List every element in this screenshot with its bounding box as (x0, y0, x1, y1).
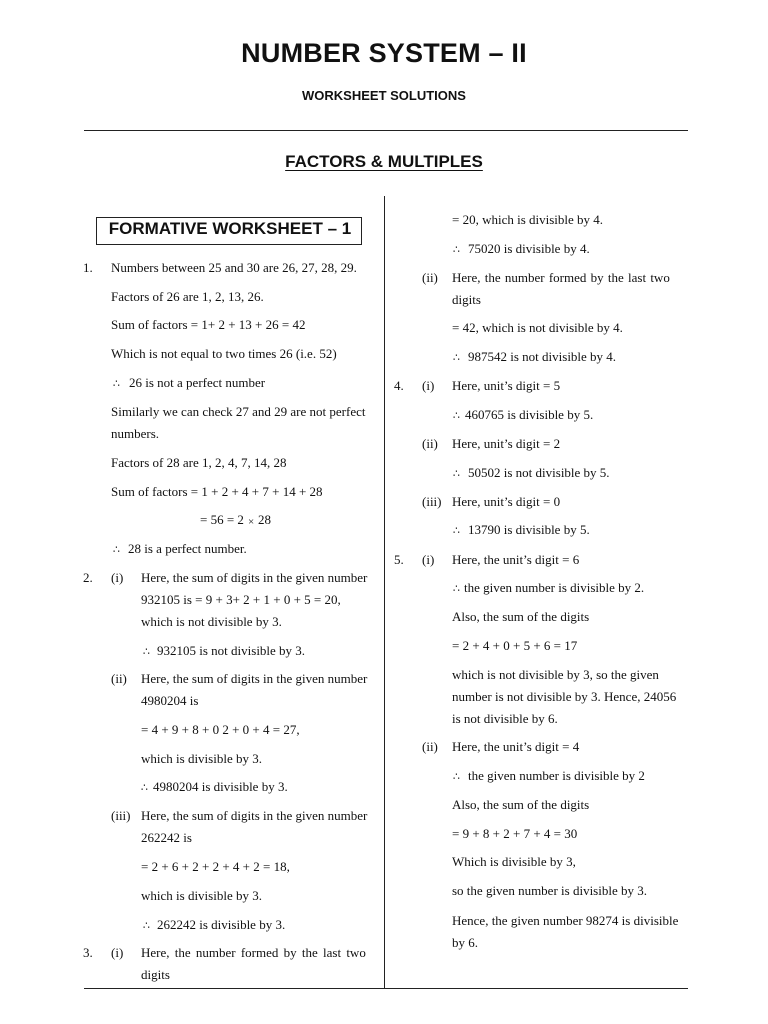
therefore-symbol: ∴ (141, 781, 148, 794)
question-number: 5. (394, 552, 404, 567)
text-line: Here, the sum of digits in the given number (141, 808, 368, 823)
text-line: 28 is a perfect number. (128, 541, 247, 556)
question-number: 2. (83, 570, 93, 585)
therefore-symbol: ∴ (143, 919, 150, 932)
text-line: = 2 + 4 + 0 + 5 + 6 = 17 (452, 638, 578, 653)
part-label: (i) (422, 552, 435, 567)
column-divider (384, 196, 385, 988)
part-label: (i) (111, 945, 124, 960)
text-line: Which is not equal to two times 26 (i.e. 52) (111, 346, 337, 361)
therefore-symbol: ∴ (453, 524, 460, 537)
text-line: is not divisible by 6. (452, 711, 558, 726)
text-line: = 2 + 6 + 2 + 2 + 4 + 2 = 18, (141, 859, 290, 874)
text-line: 262242 is (141, 830, 192, 845)
text-line: = 9 + 8 + 2 + 7 + 4 = 30 (452, 826, 578, 841)
therefore-symbol: ∴ (113, 543, 120, 556)
therefore-symbol: ∴ (453, 409, 460, 422)
text-line: Factors of 26 are 1, 2, 13, 26. (111, 289, 264, 304)
text-line: Also, the sum of the digits (452, 609, 590, 624)
text-line: which is divisible by 3. (141, 751, 262, 766)
top-divider (84, 130, 688, 131)
text-line: Numbers between 25 and 30 are 26, 27, 28, 29. (111, 260, 357, 275)
text-line: so the given number is divisible by 3. (452, 883, 647, 898)
text-line: 987542 is not divisible by 4. (468, 349, 617, 364)
text-line: = 42, which is not divisible by 4. (452, 320, 623, 335)
part-label: (ii) (422, 739, 438, 754)
text-line: = 4 + 9 + 8 + 0 2 + 0 + 4 = 27, (141, 722, 300, 737)
part-label: (ii) (422, 436, 438, 451)
text-line: numbers. (111, 426, 160, 441)
therefore-symbol: ∴ (113, 377, 120, 390)
text-line: 932105 is not divisible by 3. (157, 643, 306, 658)
section-title: FACTORS & MULTIPLES (285, 152, 483, 171)
text-line: 4980204 is (141, 693, 199, 708)
therefore-symbol: ∴ (453, 467, 460, 480)
text-line: Similarly we can check 27 and 29 are not perfect (111, 404, 366, 419)
text-line: Sum of factors = 1+ 2 + 13 + 26 = 42 (111, 317, 306, 332)
text-line: which is divisible by 3. (141, 888, 262, 903)
text-line: 26 is not a perfect number (129, 375, 266, 390)
text-line: 262242 is divisible by 3. (157, 917, 286, 932)
text-line: which is not divisible by 3, so the given (452, 667, 659, 682)
therefore-symbol: ∴ (143, 645, 150, 658)
text-line: Here, the number formed by the last two (141, 945, 366, 960)
question-number: 1. (83, 260, 93, 275)
text-line: 50502 is not divisible by 5. (468, 465, 610, 480)
text-line: Sum of factors = 1 + 2 + 4 + 7 + 14 + 28 (111, 484, 323, 499)
text-line: Here, the sum of digits in the given number (141, 671, 368, 686)
part-label: (ii) (422, 270, 438, 285)
times-symbol: × (248, 516, 255, 528)
text-line: = 20, which is divisible by 4. (452, 212, 604, 227)
text-line: Here, unit’s digit = 5 (452, 378, 561, 393)
text-line: by 6. (452, 935, 478, 950)
question-number: 4. (394, 378, 404, 393)
part-label: (i) (111, 570, 124, 585)
text-line: digits (452, 292, 481, 307)
text-line: which is not divisible by 3. (141, 614, 282, 629)
text-line: 13790 is divisible by 5. (468, 522, 590, 537)
text-line: 28 (258, 512, 271, 527)
text-line: Also, the sum of the digits (452, 797, 590, 812)
text-line: Here, the number formed by the last two (452, 270, 670, 285)
text-line: Here, the unit’s digit = 6 (452, 552, 580, 567)
part-label: (iii) (422, 494, 442, 509)
text-line: the given number is divisible by 2 (468, 768, 645, 783)
part-label: (iii) (111, 808, 131, 823)
text-line: Here, the unit’s digit = 4 (452, 739, 580, 754)
text-line: Here, unit’s digit = 2 (452, 436, 561, 451)
therefore-symbol: ∴ (453, 582, 460, 595)
text-line: Hence, the given number 98274 is divisible (452, 913, 679, 928)
text-line: 932105 is = 9 + 3+ 2 + 1 + 0 + 5 = 20, (141, 592, 341, 607)
text-line: 75020 is divisible by 4. (468, 241, 590, 256)
question-number: 3. (83, 945, 93, 960)
text-line: 4980204 is divisible by 3. (153, 779, 288, 794)
therefore-symbol: ∴ (453, 770, 460, 783)
part-label: (ii) (111, 671, 127, 686)
therefore-symbol: ∴ (453, 243, 460, 256)
page-subtitle: WORKSHEET SOLUTIONS (302, 88, 466, 103)
part-label: (i) (422, 378, 435, 393)
text-line: the given number is divisible by 2. (464, 580, 645, 595)
text-line: Here, the sum of digits in the given number (141, 570, 368, 585)
text-line: 460765 is divisible by 5. (465, 407, 594, 422)
text-line: Here, unit’s digit = 0 (452, 494, 561, 509)
text-line: Which is divisible by 3, (452, 854, 576, 869)
text-line: Factors of 28 are 1, 2, 4, 7, 14, 28 (111, 455, 287, 470)
bottom-divider (84, 988, 688, 989)
therefore-symbol: ∴ (453, 351, 460, 364)
text-line: = 56 = 2 (200, 512, 244, 527)
worksheet-box-label: FORMATIVE WORKSHEET – 1 (108, 219, 352, 238)
text-line: number is not divisible by 3. Hence, 24056 (452, 689, 677, 704)
text-line: digits (141, 967, 170, 982)
page-title: NUMBER SYSTEM – II (241, 38, 527, 68)
